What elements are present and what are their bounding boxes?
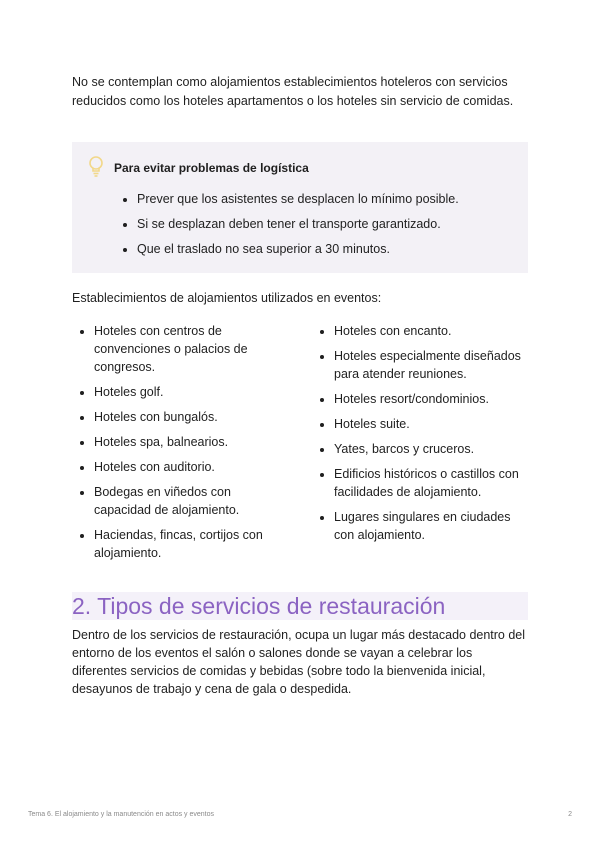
list-item: • Edificios históricos o castillos con facilidades de alojamiento.: [334, 465, 532, 501]
list-item: • Hoteles suite.: [334, 415, 532, 433]
list-item: • Hoteles spa, balnearios.: [94, 433, 290, 451]
tip-callout: [72, 142, 528, 273]
list-item: • Bodegas en viñedos con capacidad de alojamiento.: [94, 483, 290, 519]
callout-title: Para evitar problemas de logística: [114, 161, 309, 175]
list-item: • Hoteles con centros de convenciones o palacios de congresos.: [94, 322, 290, 376]
list-item: • Prever que los asistentes se desplacen lo mínimo posible.: [137, 187, 459, 212]
list-item: • Hoteles resort/condominios.: [334, 390, 532, 408]
lodging-lead: Establecimientos de alojamientos utilizados en eventos:: [72, 291, 382, 305]
lightbulb-icon: [88, 156, 104, 178]
section-heading: 2. Tipos de servicios de restauración: [72, 592, 528, 620]
list-item: • Hoteles con auditorio.: [94, 458, 290, 476]
lodging-list-left: [72, 322, 290, 569]
list-item: • Que el traslado no sea superior a 30 minutos.: [137, 237, 459, 262]
lodging-list-right: [312, 322, 532, 551]
list-item: • Hoteles con bungalós.: [94, 408, 290, 426]
list-item: • Hoteles golf.: [94, 383, 290, 401]
page-number: 2: [568, 811, 572, 818]
intro-paragraph: No se contemplan como alojamientos establecimientos hoteleros con servicios reducidos como los hoteles apartamentos o los hoteles sin servicio de comidas.: [72, 75, 514, 108]
list-item: • Hoteles con encanto.: [334, 322, 532, 340]
list-item: • Yates, barcos y cruceros.: [334, 440, 532, 458]
list-item: • Haciendas, fincas, cortijos con alojamiento.: [94, 526, 290, 562]
footer-title: Tema 6. El alojamiento y la manutención en actos y eventos: [28, 811, 214, 818]
section-body: Dentro de los servicios de restauración, ocupa un lugar más destacado dentro del entorno de los eventos el salón o salones donde se vayan a celebrar los diferentes servicios de comidas y bebidas (sobre todo la bienvenida inicial, desayunos de trabajo y cena de gala o despedida.: [72, 628, 526, 696]
callout-list: [120, 187, 459, 262]
list-item: • Hoteles especialmente diseñados para atender reuniones.: [334, 347, 532, 383]
list-item: • Lugares singulares en ciudades con alojamiento.: [334, 508, 532, 544]
list-item: • Si se desplazan deben tener el transporte garantizado.: [137, 212, 459, 237]
